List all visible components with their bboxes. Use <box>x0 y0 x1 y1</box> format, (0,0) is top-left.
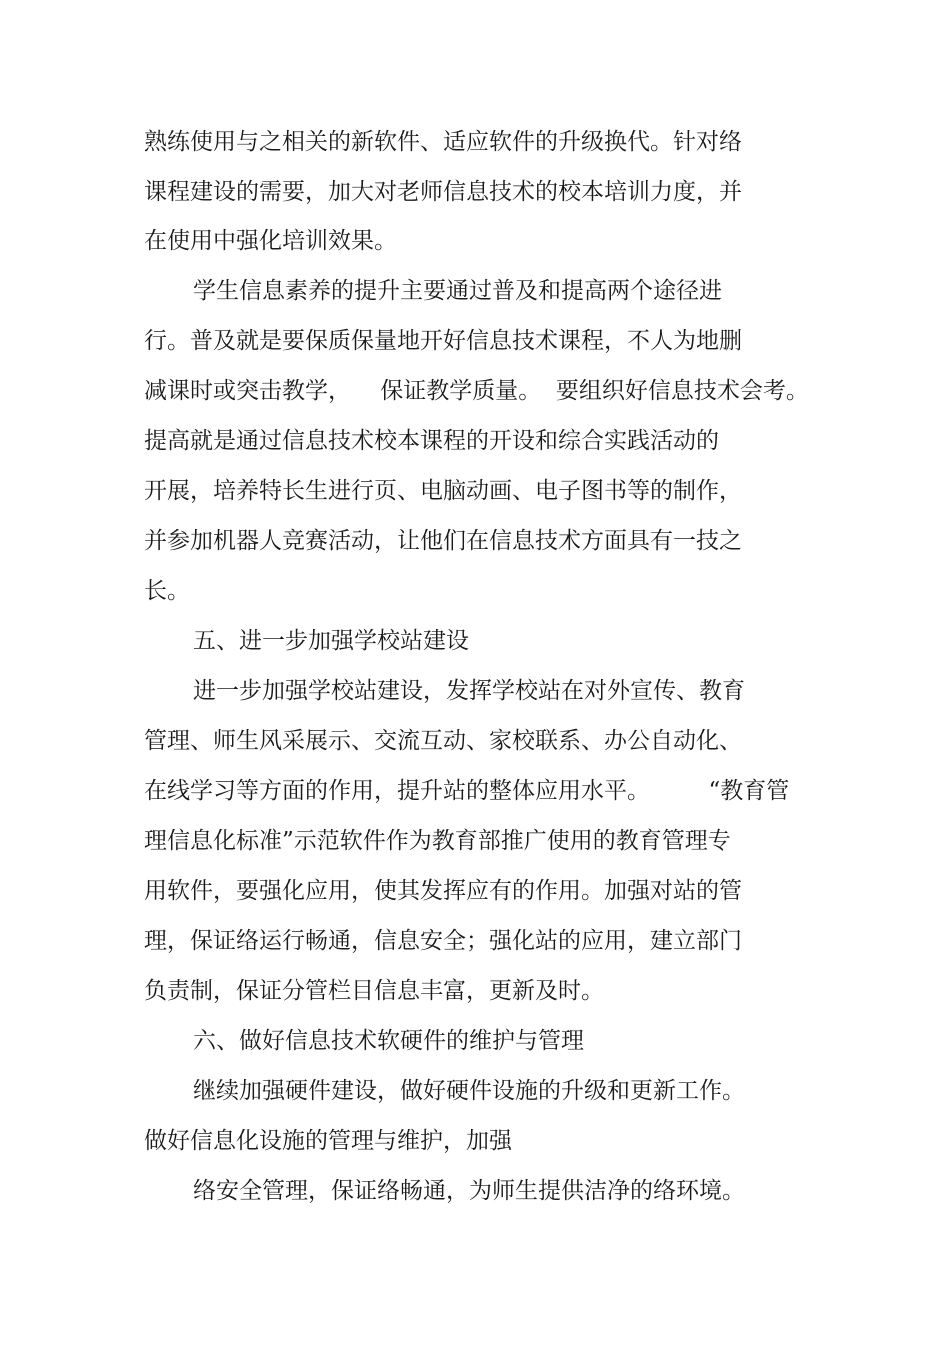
paragraph-first-line: 继续加强硬件建设，做好硬件设施的升级和更新工作。 <box>193 1078 745 1104</box>
body-text-line: 熟练使用与之相关的新软件、适应软件的升级换代。针对络 <box>144 129 742 155</box>
paragraph-first-line: 络安全管理，保证络畅通，为师生提供洁净的络环境。 <box>193 1178 745 1204</box>
body-text-line: 理信息化标准”示范软件作为教育部推广使用的教育管理专 <box>144 828 731 854</box>
body-text-line: 理，保证络运行畅通，信息安全；强化站的应用，建立部门 <box>144 928 742 954</box>
section-heading: 六、做好信息技术软硬件的维护与管理 <box>193 1028 584 1054</box>
body-text-line: 管理、师生风采展示、交流互动、家校联系、办公自动化、 <box>144 728 742 754</box>
body-text-line: 课程建设的需要，加大对老师信息技术的校本培训力度，并 <box>144 179 742 205</box>
body-text-line: 在使用中强化培训效果。 <box>144 228 397 254</box>
body-text-line: 长。 <box>144 578 190 604</box>
body-text-line: 在线学习等方面的作用，提升站的整体应用水平。 “教育管 <box>144 778 790 804</box>
body-text-line: 减课时或突击教学， 保证教学质量。 要组织好信息技术会考。 <box>144 378 809 404</box>
paragraph-first-line: 进一步加强学校站建设，发挥学校站在对外宣传、教育 <box>193 678 745 704</box>
body-text-line: 提高就是通过信息技术校本课程的开设和综合实践活动的 <box>144 428 719 454</box>
body-text-line: 用软件，要强化应用，使其发挥应有的作用。加强对站的管 <box>144 878 742 904</box>
body-text-line: 开展，培养特长生进行页、电脑动画、电子图书等的制作， <box>144 478 742 504</box>
section-heading: 五、进一步加强学校站建设 <box>193 628 469 654</box>
body-text-line: 行。普及就是要保质保量地开好信息技术课程，不人为地删 <box>144 328 742 354</box>
body-text-line: 做好信息化设施的管理与维护，加强 <box>144 1128 512 1154</box>
body-text-line: 并参加机器人竞赛活动，让他们在信息技术方面具有一技之 <box>144 528 742 554</box>
paragraph-first-line: 学生信息素养的提升主要通过普及和提高两个途径进 <box>193 278 722 304</box>
body-text-line: 负责制，保证分管栏目信息丰富，更新及时。 <box>144 978 604 1004</box>
